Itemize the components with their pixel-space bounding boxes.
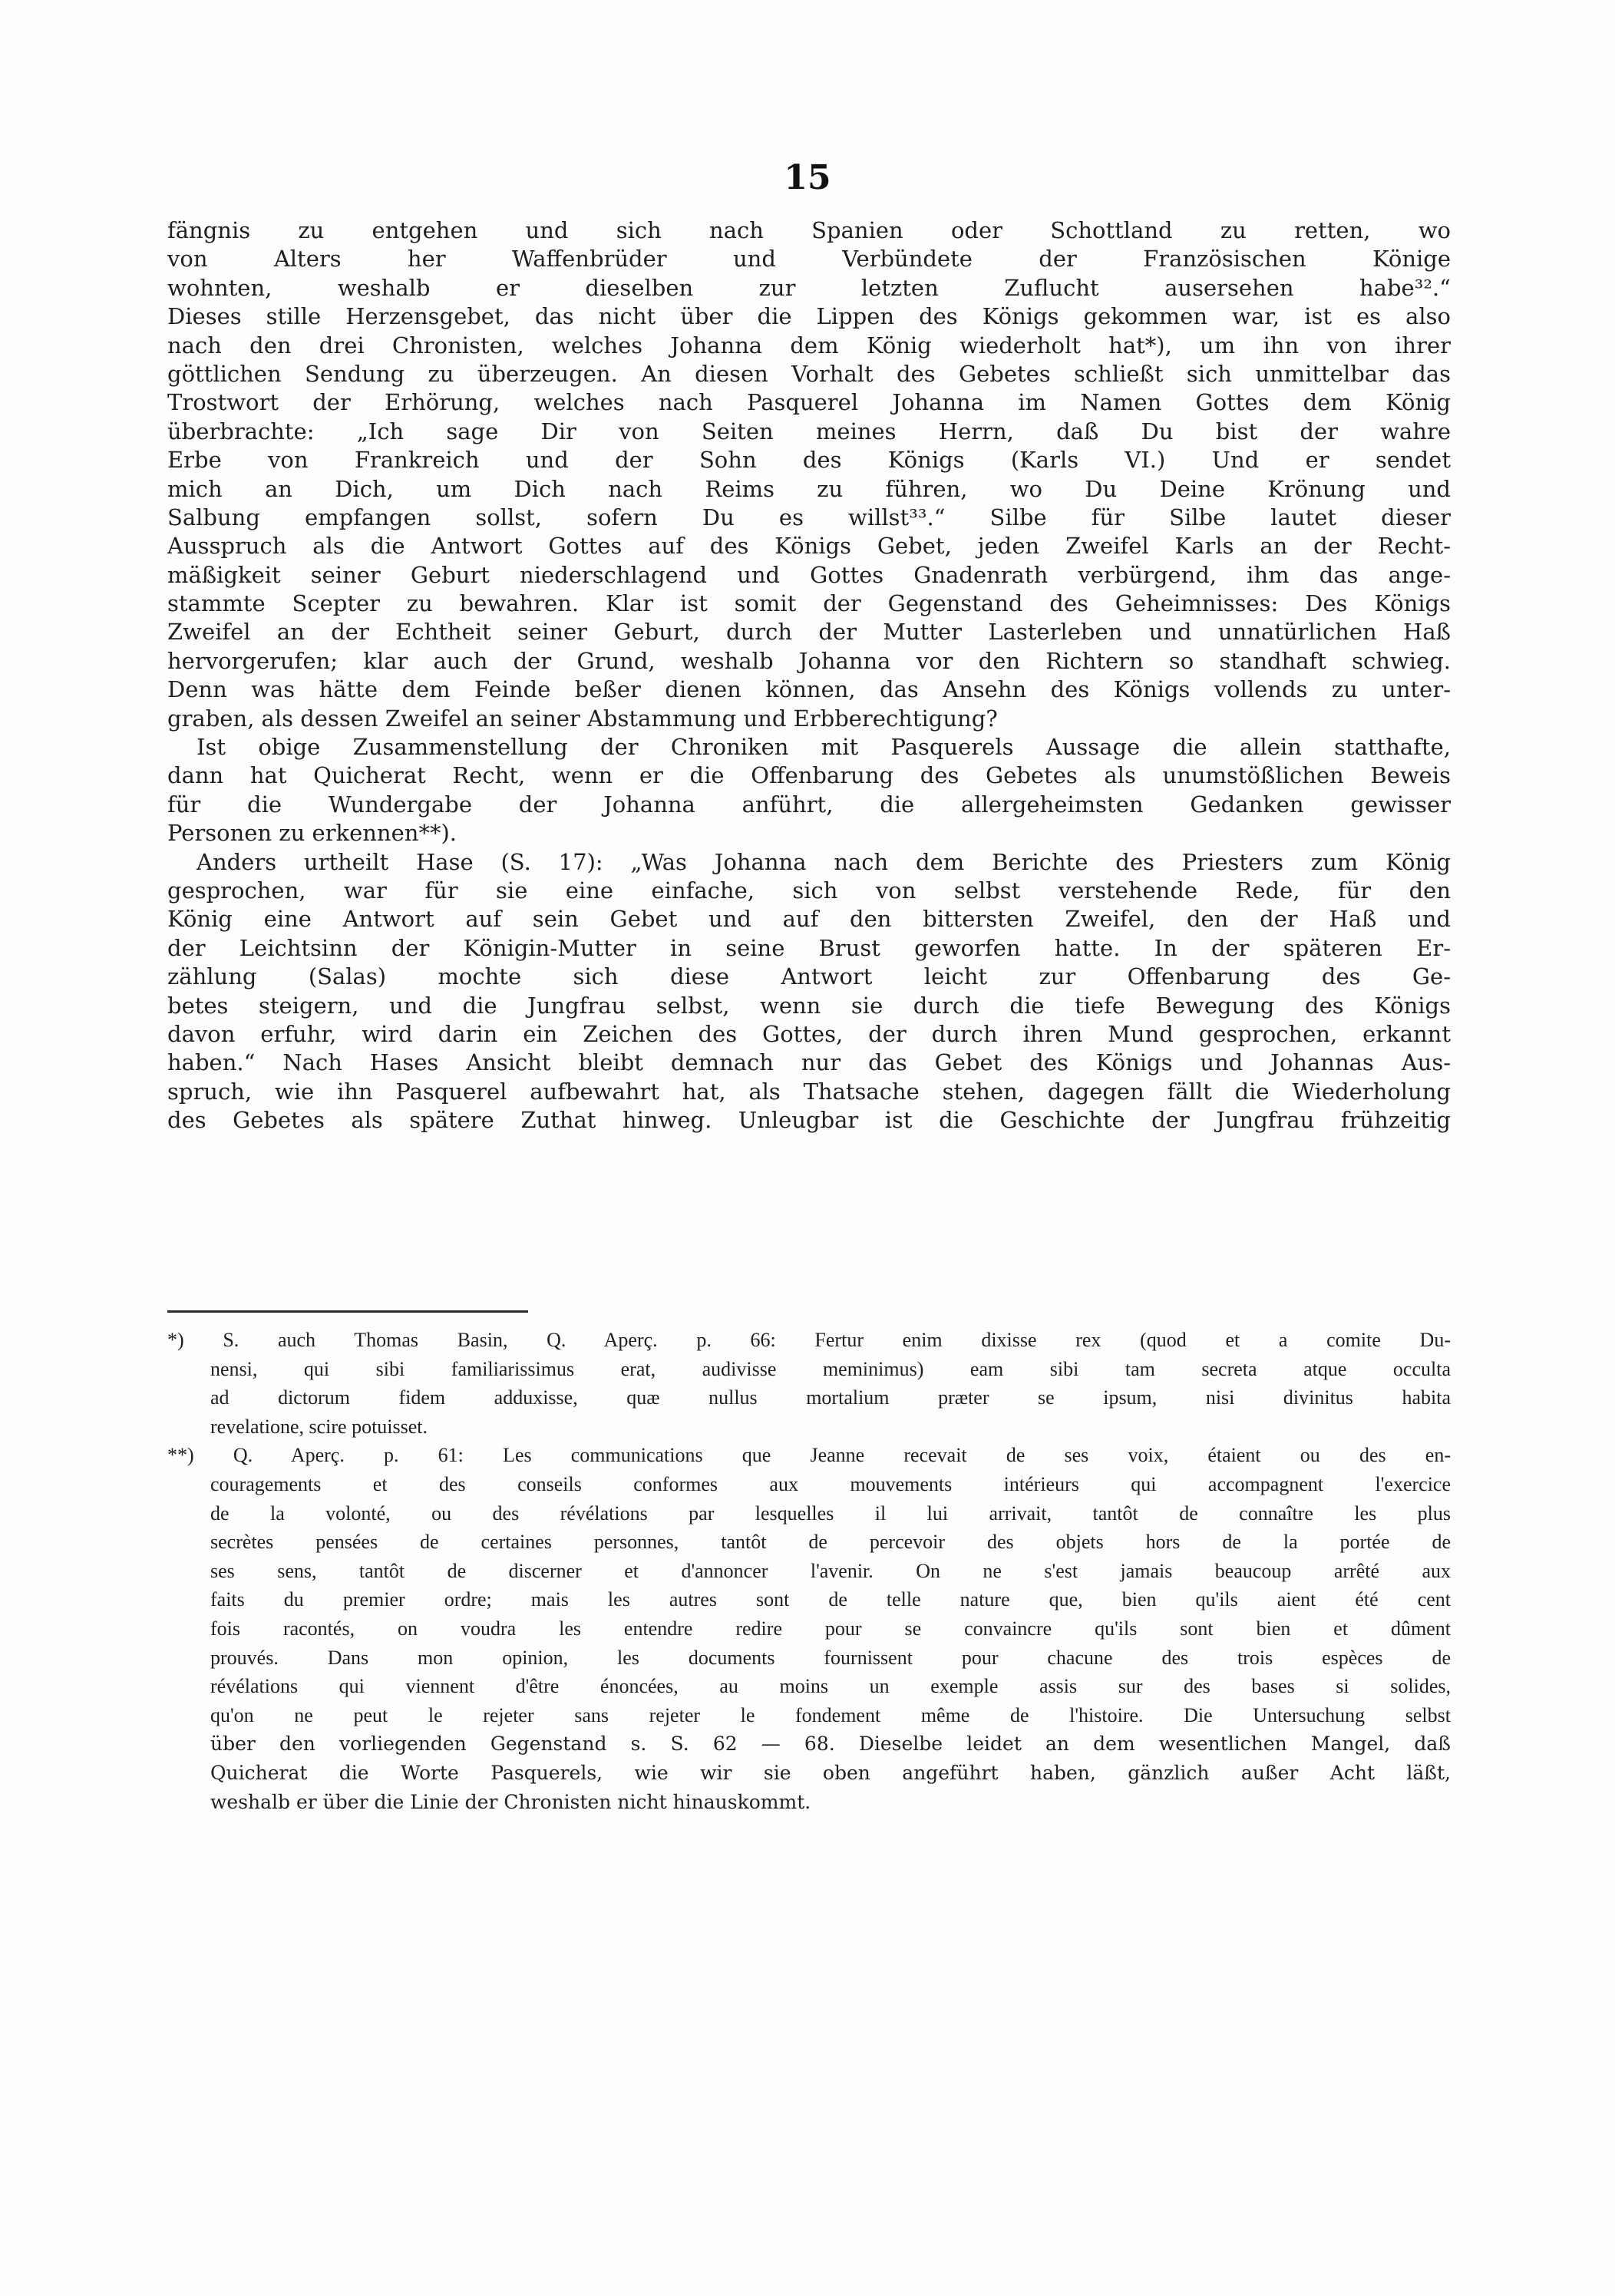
text-line: Personen zu erkennen**). <box>167 820 457 847</box>
footnote-line: révélations qui viennent d'être énoncées, au moins un exemple assis sur des bases si solides, <box>210 1675 1451 1698</box>
footnote-line: secrètes pensées de certaines personnes, tantôt de percevoir des objets hors de la portée de <box>210 1531 1451 1554</box>
footnote-line: prouvés. Dans mon opinion, les documents fournissent pour chacune des trois espèces de <box>210 1646 1451 1669</box>
text-line: haben.“ Nach Hases Ansicht bleibt demnach nur das Gebet des Königs und Johannas Aus- <box>167 1049 1451 1076</box>
text-line: mich an Dich, um Dich nach Reims zu führen, wo Du Deine Krönung und <box>167 475 1451 502</box>
text-line: stammte Scepter zu bewahren. Klar ist somit der Gegenstand des Geheimnisses: Des Königs <box>167 590 1451 617</box>
text-line: wohnten, weshalb er dieselben zur letzten Zuflucht ausersehen habe³².“ <box>167 274 1451 301</box>
footnote-line: ad dictorum fidem adduxisse, quæ nullus mortalium præter se ipsum, nisi divinitus habita <box>210 1386 1451 1409</box>
text-line: göttlichen Sendung zu überzeugen. An diesen Vorhalt des Gebetes schließt sich unmittelbar das <box>167 360 1451 387</box>
footnote-line: **) Q. Aperç. p. 61: Les communications que Jeanne recevait de ses voix, étaient ou des en- <box>167 1444 1451 1467</box>
text-line: Ausspruch als die Antwort Gottes auf des Königs Gebet, jeden Zweifel Karls an der Recht- <box>167 533 1451 560</box>
text-line: überbrachte: „Ich sage Dir von Seiten meines Herrn, daß Du bist der wahre <box>167 418 1451 444</box>
text-line: spruch, wie ihn Pasquerel aufbewahrt hat, als Thatsache stehen, dagegen fällt die Wiederholung <box>167 1078 1451 1105</box>
text-line: Denn was hätte dem Feinde beßer dienen können, das Ansehn des Königs vollends zu unter- <box>167 676 1451 703</box>
text-line: Salbung empfangen sollst, sofern Du es willst³³.“ Silbe für Silbe lautet dieser <box>167 504 1451 530</box>
text-line: nach den drei Chronisten, welches Johanna dem König wiederholt hat*), um ihn von ihrer <box>167 332 1451 358</box>
text-line: Trostwort der Erhörung, welches nach Pasquerel Johanna im Namen Gottes dem König <box>167 389 1451 416</box>
text-line: von Alters her Waffenbrüder und Verbündete der Französischen Könige <box>167 246 1451 273</box>
text-line: König eine Antwort auf sein Gebet und auf den bittersten Zweifel, den der Haß und <box>167 906 1451 933</box>
text-line: Ist obige Zusammenstellung der Chroniken mit Pasquerels Aussage die allein statthafte, <box>197 734 1451 761</box>
footnote-line: revelatione, scire potuisset. <box>210 1415 428 1438</box>
footnote-line: qu'on ne peut le rejeter sans rejeter le fondement même de l'histoire. Die Untersuchung selbst <box>210 1703 1451 1726</box>
footnotes <box>167 1326 1451 1816</box>
text-line: Dieses stille Herzensgebet, das nicht über die Lippen des Königs gekommen war, ist es also <box>167 303 1451 330</box>
footnote-line: de la volonté, ou des révélations par lesquelles il lui arrivait, tantôt de connaître les plus <box>210 1501 1451 1525</box>
text-line: mäßigkeit seiner Geburt niederschlagend und Gottes Gnadenrath verbürgend, ihm das ange- <box>167 561 1451 588</box>
footnote-line: faits du premier ordre; mais les autres sont de telle nature que, bien qu'ils aient été cent <box>210 1588 1451 1611</box>
footnote-line: weshalb er über die Linie der Chronisten nicht hinauskommt. <box>210 1790 811 1813</box>
text-line: der Leichtsinn der Königin-Mutter in seine Brust geworfen hatte. In der späteren Er- <box>167 934 1451 961</box>
text-line: hervorgerufen; klar auch der Grund, weshalb Johanna vor den Richtern so standhaft schwieg. <box>167 647 1451 674</box>
text-line: dann hat Quicherat Recht, wenn er die Offenbarung des Gebetes als unumstößlichen Beweis <box>167 762 1451 789</box>
footnote-line: couragements et des conseils conformes aux mouvements intérieurs qui accompagnent l'exercice <box>210 1472 1451 1495</box>
footnote-line: nensi, qui sibi familiarissimus erat, audivisse meminimus) eam sibi tam secreta atque occulta <box>210 1357 1451 1380</box>
footnote-line: über den vorliegenden Gegenstand s. S. 62 — 68. Dieselbe leidet an dem wesentlichen Mangel, daß <box>210 1733 1451 1756</box>
text-line: Zweifel an der Echtheit seiner Geburt, durch der Mutter Lasterleben und unnatürlichen Haß <box>167 619 1451 646</box>
text-line: für die Wundergabe der Johanna anführt, die allergeheimsten Gedanken gewisser <box>167 791 1451 818</box>
text-line: gesprochen, war für sie eine einfache, sich von selbst verstehende Rede, für den <box>167 877 1451 904</box>
text-line: betes steigern, und die Jungfrau selbst, wenn sie durch die tiefe Bewegung des Königs <box>167 992 1451 1019</box>
footnote-divider <box>167 1310 528 1313</box>
text-line: des Gebetes als spätere Zuthat hinweg. Unleugbar ist die Geschichte der Jungfrau frühzeitig <box>167 1107 1451 1134</box>
text-line: Erbe von Frankreich und der Sohn des Königs (Karls VI.) Und er sendet <box>167 447 1451 474</box>
page-number: 15 <box>784 158 831 197</box>
text-line: zählung (Salas) mochte sich diese Antwort leicht zur Offenbarung des Ge- <box>167 963 1451 990</box>
footnote-line: ses sens, tantôt de discerner et d'annoncer l'avenir. On ne s'est jamais beaucoup arrêté aux <box>210 1559 1451 1582</box>
main-text-body <box>167 216 1451 1135</box>
text-line: graben, als dessen Zweifel an seiner Abstammung und Erbberechtigung? <box>167 705 998 732</box>
text-line: Anders urtheilt Hase (S. 17): „Was Johanna nach dem Berichte des Priesters zum König <box>197 848 1451 875</box>
text-line: fängnis zu entgehen und sich nach Spanien oder Schottland zu retten, wo <box>167 217 1451 243</box>
footnote-line: *) S. auch Thomas Basin, Q. Aperç. p. 66: Fertur enim dixisse rex (quod et a comite Du- <box>167 1329 1451 1351</box>
footnote-line: Quicherat die Worte Pasquerels, wie wir sie oben angeführt haben, gänzlich außer Acht läßt, <box>210 1761 1451 1784</box>
text-line: davon erfuhr, wird darin ein Zeichen des Gottes, der durch ihren Mund gesprochen, erkannt <box>167 1020 1451 1047</box>
footnote-line: fois racontés, on voudra les entendre redire pour se convaincre qu'ils sont bien et dûment <box>210 1617 1451 1640</box>
